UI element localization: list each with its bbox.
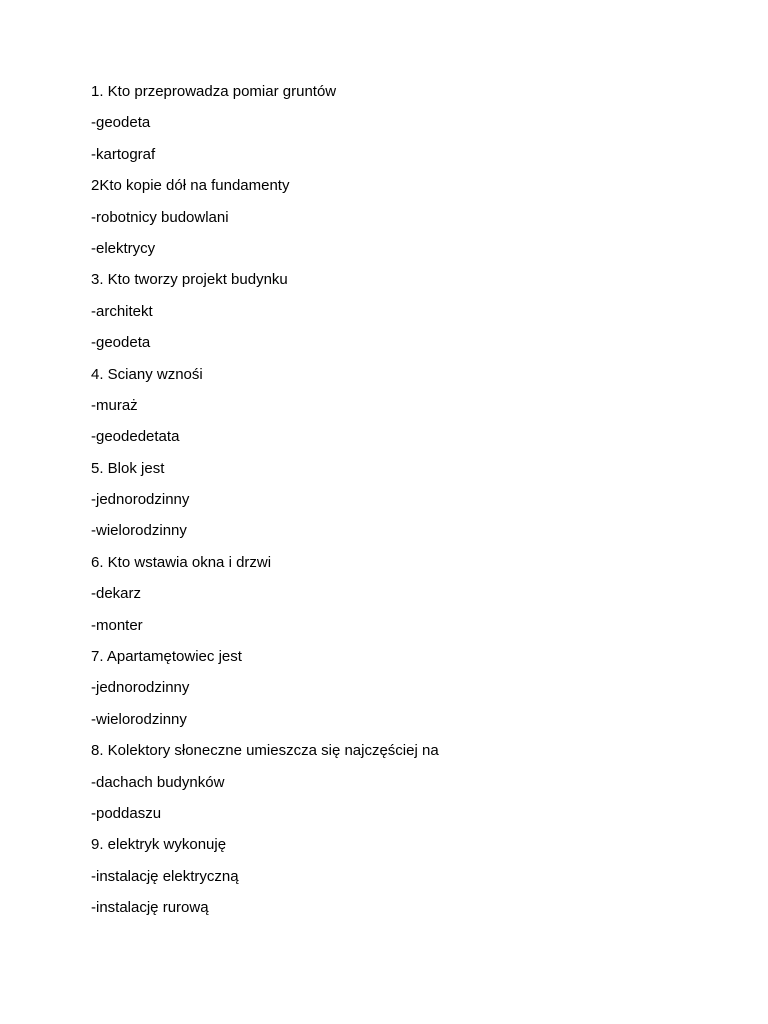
answer-option: -dekarz bbox=[91, 585, 142, 603]
question-7: 7. Apartamętowiec jest bbox=[91, 648, 242, 666]
answer-option: -geodedetata bbox=[91, 428, 180, 446]
question-5: 5. Blok jest bbox=[91, 459, 165, 477]
answer-option: -instalację rurową bbox=[91, 899, 209, 917]
answer-option: -geodeta bbox=[91, 334, 151, 352]
answer-option: -jednorodzinny bbox=[91, 679, 190, 697]
question-6: 6. Kto wstawia okna i drzwi bbox=[91, 553, 272, 571]
answer-option: -elektrycy bbox=[91, 239, 156, 257]
answer-option: -wielorodzinny bbox=[91, 710, 187, 728]
answer-option: -dachach budynków bbox=[91, 773, 225, 791]
question-8: 8. Kolektory słoneczne umieszcza się najczęściej na bbox=[91, 742, 439, 760]
answer-option: -robotnicy budowlani bbox=[91, 208, 229, 226]
answer-option: -jednorodzinny bbox=[91, 491, 190, 509]
question-4: 4. Sciany wznośi bbox=[91, 365, 203, 383]
question-1: 1. Kto przeprowadza pomiar gruntów bbox=[91, 83, 337, 100]
question-2: 2Kto kopie dół na fundamenty bbox=[91, 177, 290, 195]
answer-option: -kartograf bbox=[91, 145, 156, 163]
question-9: 9. elektryk wykonuję bbox=[91, 836, 227, 854]
answer-option: -architekt bbox=[91, 302, 153, 320]
answer-option: -instalację elektryczną bbox=[91, 867, 239, 885]
answer-option: -geodeta bbox=[91, 114, 151, 132]
document-body bbox=[91, 83, 711, 931]
question-3: 3. Kto tworzy projekt budynku bbox=[91, 271, 288, 289]
answer-option: -muraż bbox=[91, 396, 138, 414]
answer-option: -poddaszu bbox=[91, 804, 162, 822]
answer-option: -monter bbox=[91, 616, 143, 634]
answer-option: -wielorodzinny bbox=[91, 522, 187, 540]
